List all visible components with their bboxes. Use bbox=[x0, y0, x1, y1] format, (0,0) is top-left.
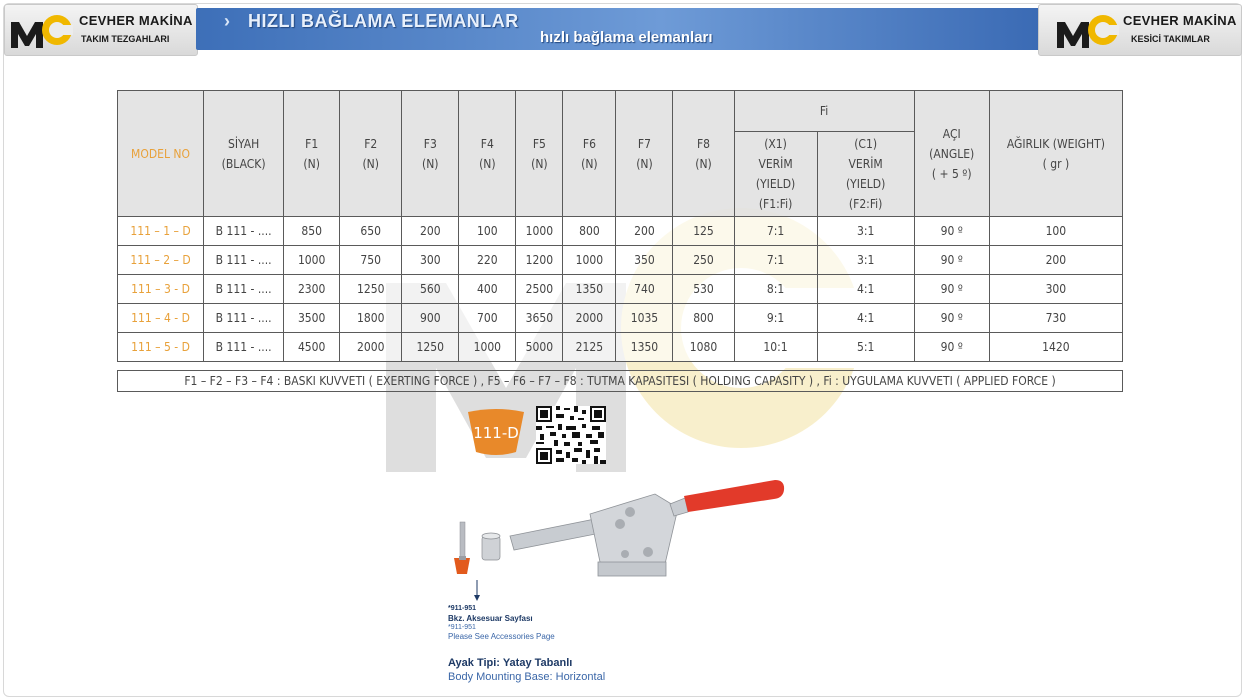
cell-f3: 900 bbox=[402, 304, 459, 333]
table-row bbox=[118, 304, 1123, 333]
cell-c1: 3:1 bbox=[817, 217, 914, 246]
cell-f7: 1035 bbox=[616, 304, 673, 333]
cell-weight: 100 bbox=[989, 217, 1122, 246]
cell-f4: 700 bbox=[459, 304, 516, 333]
cell-f5: 3650 bbox=[516, 304, 563, 333]
model-badge-label: 111-D bbox=[473, 424, 519, 442]
col-f6: F6 (N) bbox=[563, 91, 616, 217]
table-row bbox=[118, 333, 1123, 362]
cell-f6: 1350 bbox=[563, 275, 616, 304]
cell-model: 111 – 4 - D bbox=[118, 304, 204, 333]
cell-f8: 530 bbox=[673, 275, 734, 304]
col-black: SİYAH (BLACK) bbox=[204, 91, 284, 217]
col-fi: Fi bbox=[734, 91, 914, 132]
cell-f6: 2000 bbox=[563, 304, 616, 333]
spec-table bbox=[117, 90, 1123, 362]
banner-title: HIZLI BAĞLAMA ELEMANLAR bbox=[248, 11, 519, 31]
brand-name: CEVHER MAKİNA bbox=[79, 13, 193, 28]
table-row bbox=[118, 275, 1123, 304]
mc-logo-icon bbox=[11, 12, 73, 48]
col-f4: F4 (N) bbox=[459, 91, 516, 217]
cell-f4: 400 bbox=[459, 275, 516, 304]
cell-x1: 9:1 bbox=[734, 304, 817, 333]
cell-f7: 740 bbox=[616, 275, 673, 304]
accessory-see-page-tr[interactable]: Bkz. Aksesuar Sayfası bbox=[448, 614, 533, 623]
col-model-no: MODEL NO bbox=[118, 91, 204, 217]
cell-f1: 4500 bbox=[284, 333, 340, 362]
table-row bbox=[118, 246, 1123, 275]
col-f2: F2 (N) bbox=[340, 91, 402, 217]
cell-angle: 90 º bbox=[914, 275, 989, 304]
cell-model: 111 – 3 - D bbox=[118, 275, 204, 304]
cell-angle: 90 º bbox=[914, 304, 989, 333]
cell-f4: 220 bbox=[459, 246, 516, 275]
cell-f3: 300 bbox=[402, 246, 459, 275]
cell-weight: 300 bbox=[989, 275, 1122, 304]
col-f5: F5 (N) bbox=[516, 91, 563, 217]
cell-model: 111 – 5 - D bbox=[118, 333, 204, 362]
qr-code-icon[interactable] bbox=[536, 406, 606, 464]
cell-f1: 850 bbox=[284, 217, 340, 246]
col-x1-yield: (X1) VERİM (YIELD) (F1:Fi) bbox=[734, 132, 817, 217]
accessory-see-page-en[interactable]: Please See Accessories Page bbox=[448, 632, 555, 641]
cell-f6: 2125 bbox=[563, 333, 616, 362]
cell-black: B 111 - .... bbox=[204, 275, 284, 304]
cell-f8: 250 bbox=[673, 246, 734, 275]
cell-angle: 90 º bbox=[914, 246, 989, 275]
right-logo[interactable] bbox=[1038, 4, 1242, 56]
cell-f2: 1800 bbox=[340, 304, 402, 333]
chevron-right-icon: › bbox=[224, 11, 230, 31]
cell-f5: 1000 bbox=[516, 217, 563, 246]
cell-f1: 2300 bbox=[284, 275, 340, 304]
cell-black: B 111 - .... bbox=[204, 333, 284, 362]
cell-f4: 1000 bbox=[459, 333, 516, 362]
col-f8: F8 (N) bbox=[673, 91, 734, 217]
cell-black: B 111 - .... bbox=[204, 304, 284, 333]
cell-f1: 1000 bbox=[284, 246, 340, 275]
cell-weight: 200 bbox=[989, 246, 1122, 275]
force-legend-note: F1 – F2 – F3 – F4 : BASKI KUVVETI ( EXERTING FORCE ) , F5 – F6 – F7 – F8 : TUTMA KAPASITESI ( HOLDING CAPASITY ) , Fi : UYGULAMA KUVVETI ( APPLIED FORCE ) bbox=[117, 370, 1123, 392]
cell-f7: 350 bbox=[616, 246, 673, 275]
cell-c1: 4:1 bbox=[817, 304, 914, 333]
toggle-clamp-illustration-icon bbox=[440, 474, 800, 602]
cell-f5: 5000 bbox=[516, 333, 563, 362]
cell-f3: 560 bbox=[402, 275, 459, 304]
cell-f7: 200 bbox=[616, 217, 673, 246]
cell-weight: 1420 bbox=[989, 333, 1122, 362]
brand-subtitle: KESİCİ TAKIMLAR bbox=[1131, 34, 1210, 44]
cell-model: 111 – 1 – D bbox=[118, 217, 204, 246]
cell-c1: 3:1 bbox=[817, 246, 914, 275]
col-f1: F1 (N) bbox=[284, 91, 340, 217]
cell-x1: 7:1 bbox=[734, 246, 817, 275]
cell-x1: 7:1 bbox=[734, 217, 817, 246]
col-f7: F7 (N) bbox=[616, 91, 673, 217]
cell-f2: 2000 bbox=[340, 333, 402, 362]
cell-f2: 750 bbox=[340, 246, 402, 275]
cell-f6: 800 bbox=[563, 217, 616, 246]
cell-angle: 90 º bbox=[914, 217, 989, 246]
col-c1-yield: (C1) VERİM (YIELD) (F2:Fi) bbox=[817, 132, 914, 217]
cell-x1: 10:1 bbox=[734, 333, 817, 362]
mc-logo-icon bbox=[1057, 12, 1119, 48]
col-angle: AÇI (ANGLE) ( + 5 º) bbox=[914, 91, 989, 217]
cell-f8: 800 bbox=[673, 304, 734, 333]
accessory-code: *911-951 bbox=[448, 605, 477, 612]
mounting-base-en: Body Mounting Base: Horizontal bbox=[448, 671, 606, 683]
cell-f8: 1080 bbox=[673, 333, 734, 362]
mounting-base-tr: Ayak Tipi: Yatay Tabanlı bbox=[448, 657, 573, 669]
cell-f8: 125 bbox=[673, 217, 734, 246]
cell-f4: 100 bbox=[459, 217, 516, 246]
cell-f5: 1200 bbox=[516, 246, 563, 275]
col-f3: F3 (N) bbox=[402, 91, 459, 217]
cell-angle: 90 º bbox=[914, 333, 989, 362]
cell-weight: 730 bbox=[989, 304, 1122, 333]
cell-black: B 111 - .... bbox=[204, 246, 284, 275]
cell-c1: 4:1 bbox=[817, 275, 914, 304]
cell-f6: 1000 bbox=[563, 246, 616, 275]
accessory-code-secondary: *911-951 bbox=[448, 624, 476, 631]
banner-subtitle: hızlı bağlama elemanları bbox=[540, 29, 713, 46]
cell-f3: 1250 bbox=[402, 333, 459, 362]
brand-name: CEVHER MAKİNA bbox=[1123, 13, 1237, 28]
col-weight: AĞIRLIK (WEIGHT) ( gr ) bbox=[989, 91, 1122, 217]
cell-f2: 650 bbox=[340, 217, 402, 246]
cell-f3: 200 bbox=[402, 217, 459, 246]
cell-f5: 2500 bbox=[516, 275, 563, 304]
cell-x1: 8:1 bbox=[734, 275, 817, 304]
cell-c1: 5:1 bbox=[817, 333, 914, 362]
left-logo[interactable] bbox=[4, 4, 198, 56]
brand-subtitle: TAKIM TEZGAHLARI bbox=[81, 34, 170, 44]
cell-f7: 1350 bbox=[616, 333, 673, 362]
cell-model: 111 – 2 – D bbox=[118, 246, 204, 275]
cell-f1: 3500 bbox=[284, 304, 340, 333]
cell-black: B 111 - .... bbox=[204, 217, 284, 246]
cell-f2: 1250 bbox=[340, 275, 402, 304]
table-row bbox=[118, 217, 1123, 246]
title-banner bbox=[196, 8, 1042, 50]
